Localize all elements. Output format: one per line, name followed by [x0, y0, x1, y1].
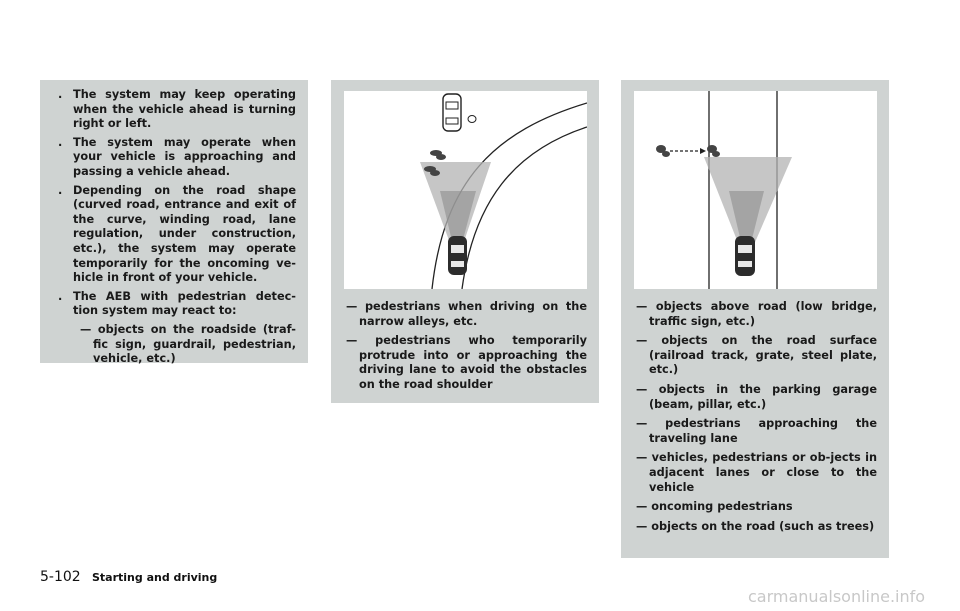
bullet-item	[58, 183, 296, 286]
dash-list	[629, 300, 877, 534]
sub-item: — objects on the roadside (traf-fic sign, guardrail, pedestrian, vehicle, etc.)	[80, 322, 296, 366]
dash-item: — objects on the road (such as trees)	[636, 519, 875, 533]
bullet-text: Depending on the road shape (curved road, entrance and exit of the curve, winding road, lane regulation, under construction, etc.), the system may operate temporarily for the oncoming ve-hicle in front of your vehicle.	[73, 183, 296, 285]
straight-road-illustration	[634, 91, 877, 289]
bullet-dot: .	[58, 135, 63, 149]
dash-item: — pedestrians when driving on the narrow alleys, etc.	[346, 300, 587, 328]
dash-item: — pedestrians approaching the traveling lane	[636, 417, 877, 445]
sub-list	[73, 323, 296, 367]
section-title: Starting and driving	[92, 571, 218, 584]
bullet-text: The AEB with pedestrian detec-tion system may react to:	[73, 289, 296, 318]
column-3	[621, 80, 889, 558]
bullet-item	[58, 289, 296, 367]
bullet-item	[58, 135, 296, 180]
bullet-text: The system may keep operating when the vehicle ahead is turning right or left.	[73, 88, 296, 131]
bullet-list	[58, 88, 296, 367]
curve-road-illustration	[344, 91, 587, 289]
column-2	[331, 80, 599, 403]
dash-item: — objects above road (low bridge, traffic sign, etc.)	[636, 300, 877, 328]
dash-item: — oncoming pedestrians	[636, 500, 793, 514]
dash-item: — objects in the parking garage (beam, pillar, etc.)	[636, 382, 877, 411]
dash-item: — objects on the road surface (railroad track, grate, steel plate, etc.)	[636, 334, 877, 377]
watermark: carmanualsonline.info	[748, 587, 926, 606]
page-number: 5-102	[40, 569, 81, 585]
straight-road-svg	[634, 91, 877, 289]
bullet-dot: .	[58, 289, 63, 303]
bullet-dot: .	[58, 183, 63, 197]
curve-road-svg	[344, 91, 587, 289]
bullet-dot: .	[58, 88, 63, 101]
bullet-text: The system may operate when your vehicle is approaching and passing a vehicle ahead.	[73, 135, 296, 178]
dash-list	[339, 300, 587, 393]
column-1	[40, 80, 308, 366]
dash-item: — pedestrians who temporarily protrude into or approaching the driving lane to avoid the obstacles on the road shoulder	[346, 334, 587, 391]
bullet-item	[58, 88, 296, 132]
dash-item: — vehicles, pedestrians or ob-jects in adjacent lanes or close to the vehicle	[636, 451, 877, 494]
column-2-text	[339, 296, 587, 398]
column-3-text	[629, 296, 877, 539]
